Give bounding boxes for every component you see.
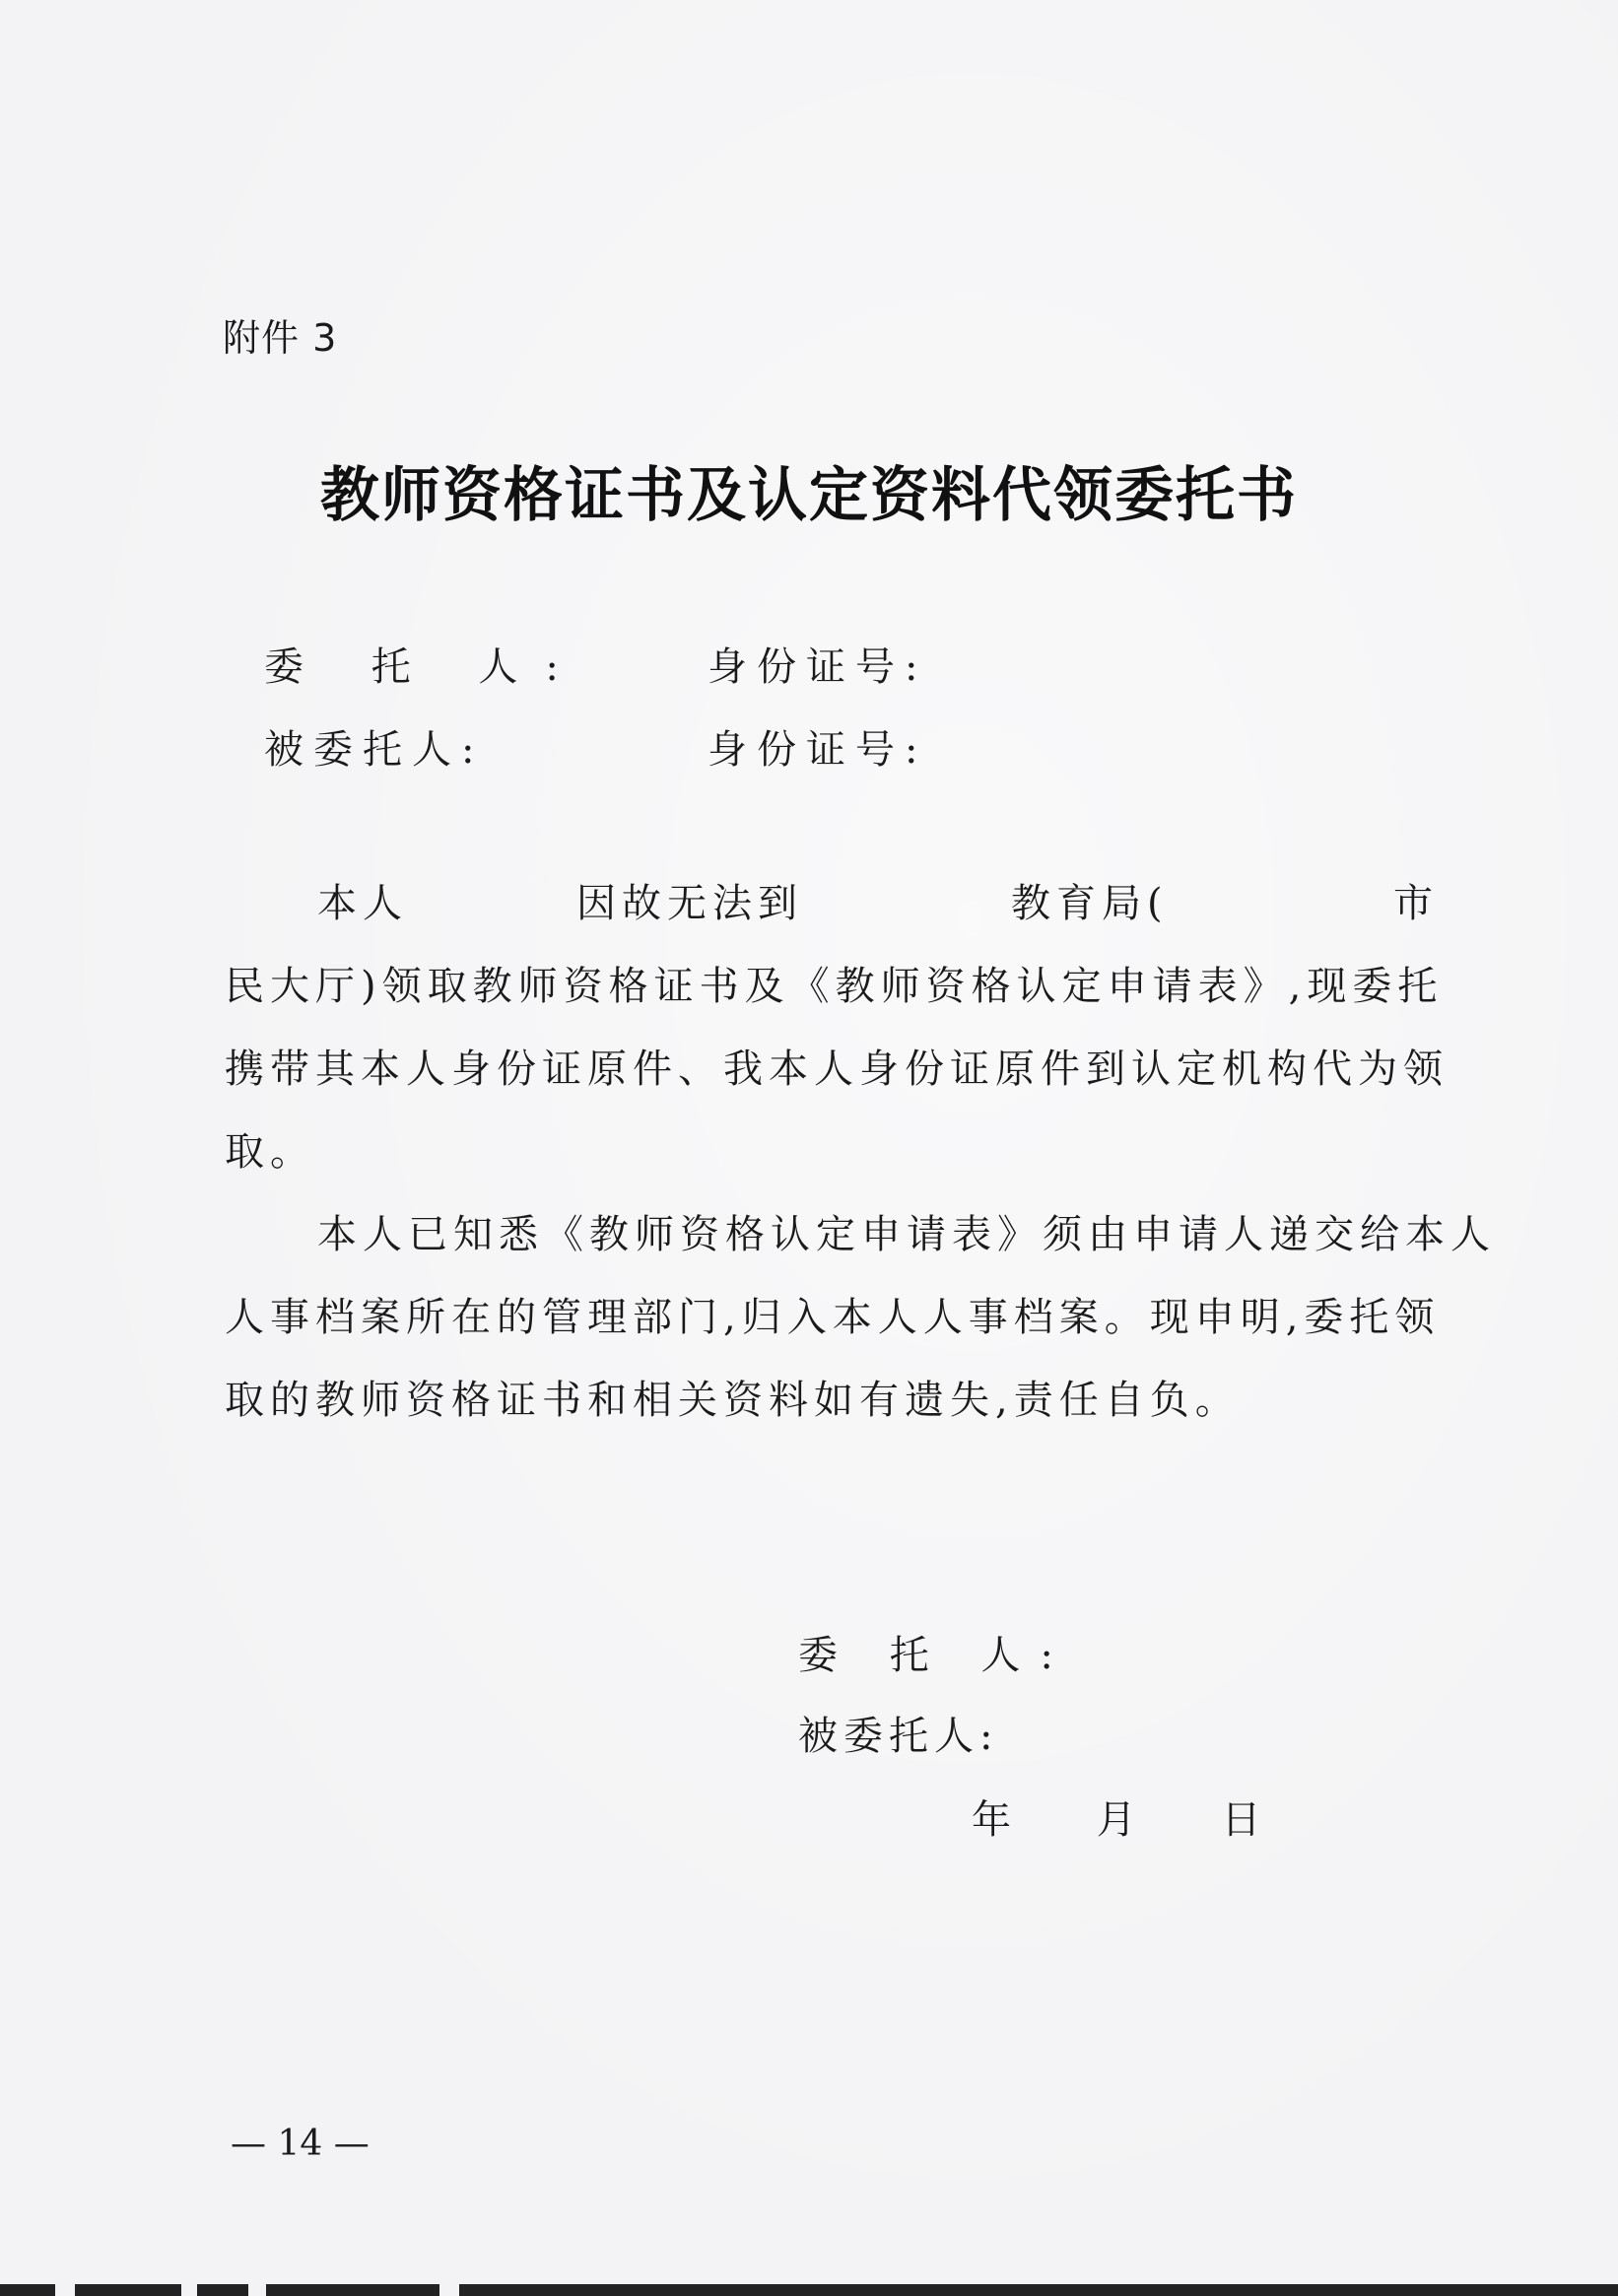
paragraph-line: 民大厅)领取教师资格证书及《教师资格认定申请表》,现委托: [225, 964, 1444, 1009]
paragraph-line: 本人已知悉《教师资格认定申请表》须由申请人递交给本人: [317, 1212, 1496, 1257]
edge-mark: [0, 2284, 55, 2296]
date-month: 月: [1096, 1797, 1136, 1843]
edge-mark: [266, 2284, 439, 2296]
edge-mark: [197, 2284, 248, 2296]
text-city: 市: [1393, 881, 1433, 926]
paragraph-line: 取的教师资格证书和相关资料如有遗失,责任自负。: [225, 1378, 1241, 1423]
attachment-label: 附件 3: [223, 316, 338, 360]
paragraph-acknowledgement: [225, 1193, 1496, 1442]
edge-mark: [75, 2284, 181, 2296]
paragraph-line: [225, 862, 1437, 945]
signature-principal-label: 委 托 人:: [798, 1633, 1073, 1678]
paragraph-line: 取。: [225, 1129, 315, 1175]
document-title: 教师资格证书及认定资料代领委托书: [320, 461, 1298, 530]
paragraph-line: 人事档案所在的管理部门,归入本人人事档案。现申明,委托领: [225, 1295, 1441, 1340]
paragraph-delegation: [225, 862, 1449, 1193]
agent-label: 被委托人:: [264, 727, 485, 773]
agent-id-label: 身份证号:: [708, 727, 928, 773]
text-education-bureau: 教育局(: [1011, 881, 1169, 926]
text-self: 本人: [317, 881, 408, 926]
principal-label-text: 委 托 人:: [264, 644, 586, 690]
signature-agent-label: 被委托人:: [798, 1714, 999, 1759]
scan-edge-marks: [0, 2284, 1618, 2296]
page-number: — 14 —: [231, 2124, 370, 2164]
signature-date: [972, 1789, 1260, 1845]
paragraph-line: 携带其本人身份证原件、我本人身份证原件到认定机构代为领: [225, 1047, 1449, 1092]
principal-id-label: 身份证号:: [708, 644, 928, 690]
text-unable-to-go: 因故无法到: [576, 881, 803, 926]
edge-mark: [459, 2284, 1618, 2296]
principal-label: [264, 636, 586, 692]
date-day: 日: [1221, 1797, 1261, 1843]
date-year: 年: [972, 1797, 1011, 1843]
